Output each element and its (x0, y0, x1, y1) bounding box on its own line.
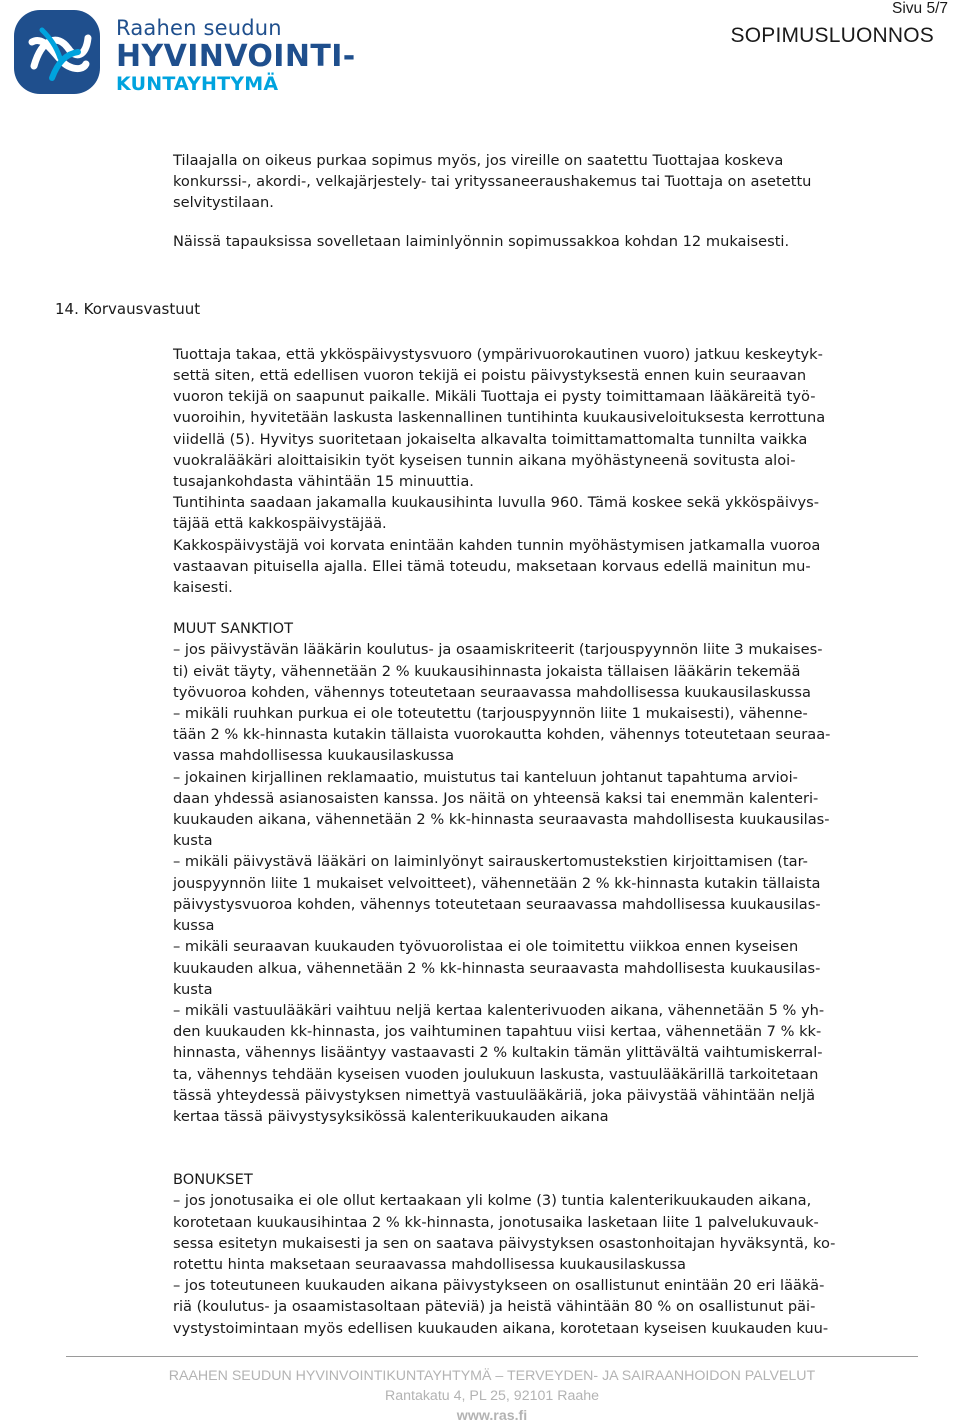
footer-address: Rantakatu 4, PL 25, 92101 Raahe (384, 1388, 600, 1404)
list-line: kertaa tässä päivystysyksikössä kalenterikuukauden aikana (173, 1107, 609, 1125)
text-line: Kakkospäivystäjä voi korvata enintään kahden tunnin myöhästymisen jatkamalla vuoroa (173, 536, 821, 554)
document-body (173, 150, 903, 1339)
list-line: – mikäli seuraavan kuukauden työvuorolistaa ei ole toimitettu viikkoa ennen kyseisen (173, 938, 799, 956)
footer-website-link[interactable]: www.ras.fi (456, 1408, 528, 1424)
list-line: den kuukauden kk-hinnasta, jos vaihtuminen tapahtuu viisi kertaa, vähennetään 7 % kk- (173, 1023, 822, 1041)
list-line: – mikäli päivystävä lääkäri on laiminlyönyt sairauskertomustekstien kirjoittamisen (tar- (173, 853, 808, 871)
text-line: konkurssi-, akordi-, velkajärjestely- tai yrityssaneeraushakemus tai Tuottaja on asetettu (173, 173, 812, 191)
text-line: Tuntihinta saadaan jakamalla kuukausihinta luvulla 960. Tämä koskee sekä ykköspäivys- (173, 494, 820, 512)
footer-divider (66, 1356, 918, 1357)
list-line: työvuoroa kohden, vähennys toteutetaan seuraavassa mahdollisessa kuukausilaskussa (173, 683, 811, 701)
list-line: sessa esitetyn mukaisesti ja sen on saatava päivystyksen osastonhoitajan hyväksyntä, ko- (173, 1234, 836, 1252)
list-line: – mikäli ruuhkan purkua ei ole toteutettu (tarjouspyynnön liite 1 mukaisesti), vähenne- (173, 705, 808, 723)
logo-line-2: HYVINVOINTI- (116, 39, 356, 74)
muut-sanktiot-section (173, 618, 903, 1127)
text-line: vuokralääkäri aloittaisikin työt kyseisen tunnin aikana myöhästyneenä sovitusta aloi- (173, 451, 796, 469)
list-line: tässä yhteydessä päivystyksen nimettyä vastuulääkäriä, joka päivystää vähintään neljä (173, 1086, 816, 1104)
section-14-paragraph (173, 344, 903, 598)
list-line: – jokainen kirjallinen reklamaatio, muistutus tai kanteluun johtanut tapahtuma arvioi- (173, 768, 798, 786)
logo-wordmark (116, 18, 356, 94)
list-line: – mikäli vastuulääkäri vaihtuu neljä kertaa kalenterivuoden aikana, vähennetään 5 % yh- (173, 1001, 825, 1019)
list-line: kussa (173, 917, 215, 935)
text-line: täjää että kakkospäivystäjää. (173, 515, 387, 533)
footer-organization: RAAHEN SEUDUN HYVINVOINTIKUNTAYHTYMÄ – TERVEYDEN- JA SAIRAANHOIDON PALVELUT (168, 1368, 816, 1384)
text-line: vastaavan pituisella ajalla. Ellei tämä toteudu, maksetaan korvaus edellä mainitun mu- (173, 557, 811, 575)
list-line: rotettu hinta maksetaan seuraavassa mahdollisessa kuukausilaskussa (173, 1255, 686, 1273)
text-line: vuoroihin, hyvitetään laskusta laskennallinen tuntihinta kuukausiveloituksesta kerrottuna (173, 409, 826, 427)
knot-logo-icon (12, 8, 102, 96)
text-line: settä siten, että edellisen vuoron tekijä ei poistu päivystyksestä ennen kuin seuraavan (173, 367, 807, 385)
list-line: riä (koulutus- ja osaamistasoltaan päteviä) ja heistä vähintään 80 % on osallistunut päi- (173, 1298, 816, 1316)
intro-paragraph (173, 150, 903, 214)
list-line: ti) eivät täyty, vähennetään 2 % kuukausihinnasta jokaista tällaisen lääkärin tekemää (173, 662, 801, 680)
list-line: kuukauden alkua, vähennetään 2 % kk-hinnasta seuraavasta mahdollisesta kuukausilas- (173, 959, 821, 977)
text-line: Tuottaja takaa, että ykköspäivystysvuoro (ympärivuorokautinen vuoro) jatkuu keskeytyk- (173, 345, 823, 363)
text-line: viidellä (5). Hyvitys suoritetaan jokaiselta alkavalta toimittamattomalta tunnilta vaikka (173, 430, 808, 448)
bonukset-section (173, 1169, 903, 1339)
text-line: Tilaajalla on oikeus purkaa sopimus myös, jos vireille on saatettu Tuottajaa koskeva (173, 152, 784, 169)
logo-line-3: KUNTAYHTYMÄ (116, 73, 279, 95)
list-line: daan yhdessä asianosaisten kanssa. Jos näitä on yhteensä kaksi tai enemmän kalenteri- (173, 789, 819, 807)
list-line: kuukauden aikana, vähennetään 2 % kk-hinnasta seuraavasta mahdollisesta kuukausilas- (173, 811, 830, 829)
list-line: hinnasta, vähennys lisääntyy vastaavasti 2 % kultakin tämän ylittävältä vaihtumiskerral- (173, 1044, 823, 1062)
list-line: kusta (173, 980, 213, 998)
list-line: tään 2 % kk-hinnasta kutakin tällaista vuorokautta kohden, vähennys toteutetaan seuraa- (173, 726, 831, 744)
organization-logo (12, 8, 356, 96)
list-line: korotetaan kuukausihintaa 2 % kk-hinnasta, jonotusaika lasketaan liite 1 palvelukuvauk- (173, 1213, 819, 1231)
document-title: SOPIMUSLUONNOS (730, 24, 934, 47)
logo-line-1: Raahen seudun (116, 16, 282, 40)
list-line: vystystoimintaan myös edellisen kuukauden aikana, korotetaan kyseisen kuukauden kuu- (173, 1319, 829, 1337)
list-line: kusta (173, 832, 213, 850)
text-line: tusajankohdasta vähintään 15 minuuttia. (173, 473, 474, 491)
page-number: Sivu 5/7 (891, 0, 948, 17)
list-line: päivystysvuoroa kohden, vähennys toteutetaan seuraavassa mahdollisessa kuukausilas- (173, 895, 821, 913)
list-line: jouspyynnön liite 1 mukaiset velvoitteet), vähennetään 2 % kk-hinnasta kutakin tällaista (173, 874, 821, 892)
list-line: – jos jonotusaika ei ole ollut kertaakaan yli kolme (3) tuntia kalenterikuukauden aikana, (173, 1192, 812, 1210)
text-line: kaisesti. (173, 579, 233, 597)
text-line: vuoron tekijä on saapunut paikalle. Mikäli Tuottaja ei pysty toimittamaan lääkäreitä työ- (173, 388, 816, 406)
section-14-heading: 14. Korvausvastuut (55, 300, 201, 318)
muut-sanktiot-title: MUUT SANKTIOT (173, 620, 293, 638)
intro-note: Näissä tapauksissa sovelletaan laiminlyönnin sopimussakkoa kohdan 12 mukaisesti. (173, 232, 790, 250)
list-line: ta, vähennys tehdään kyseisen vuoden joulukuun laskusta, vastuulääkärillä tarkoitetaan (173, 1065, 819, 1083)
list-line: – jos toteutuneen kuukauden aikana päivystykseen on osallistunut enintään 20 eri lääkä- (173, 1277, 825, 1295)
list-line: – jos päivystävän lääkärin koulutus- ja osaamiskriteerit (tarjouspyynnön liite 3 mukaises- (173, 641, 823, 659)
bonukset-title: BONUKSET (173, 1171, 253, 1189)
text-line: selvitystilaan. (173, 194, 274, 212)
list-line: vassa mahdollisessa kuukausilaskussa (173, 747, 455, 765)
